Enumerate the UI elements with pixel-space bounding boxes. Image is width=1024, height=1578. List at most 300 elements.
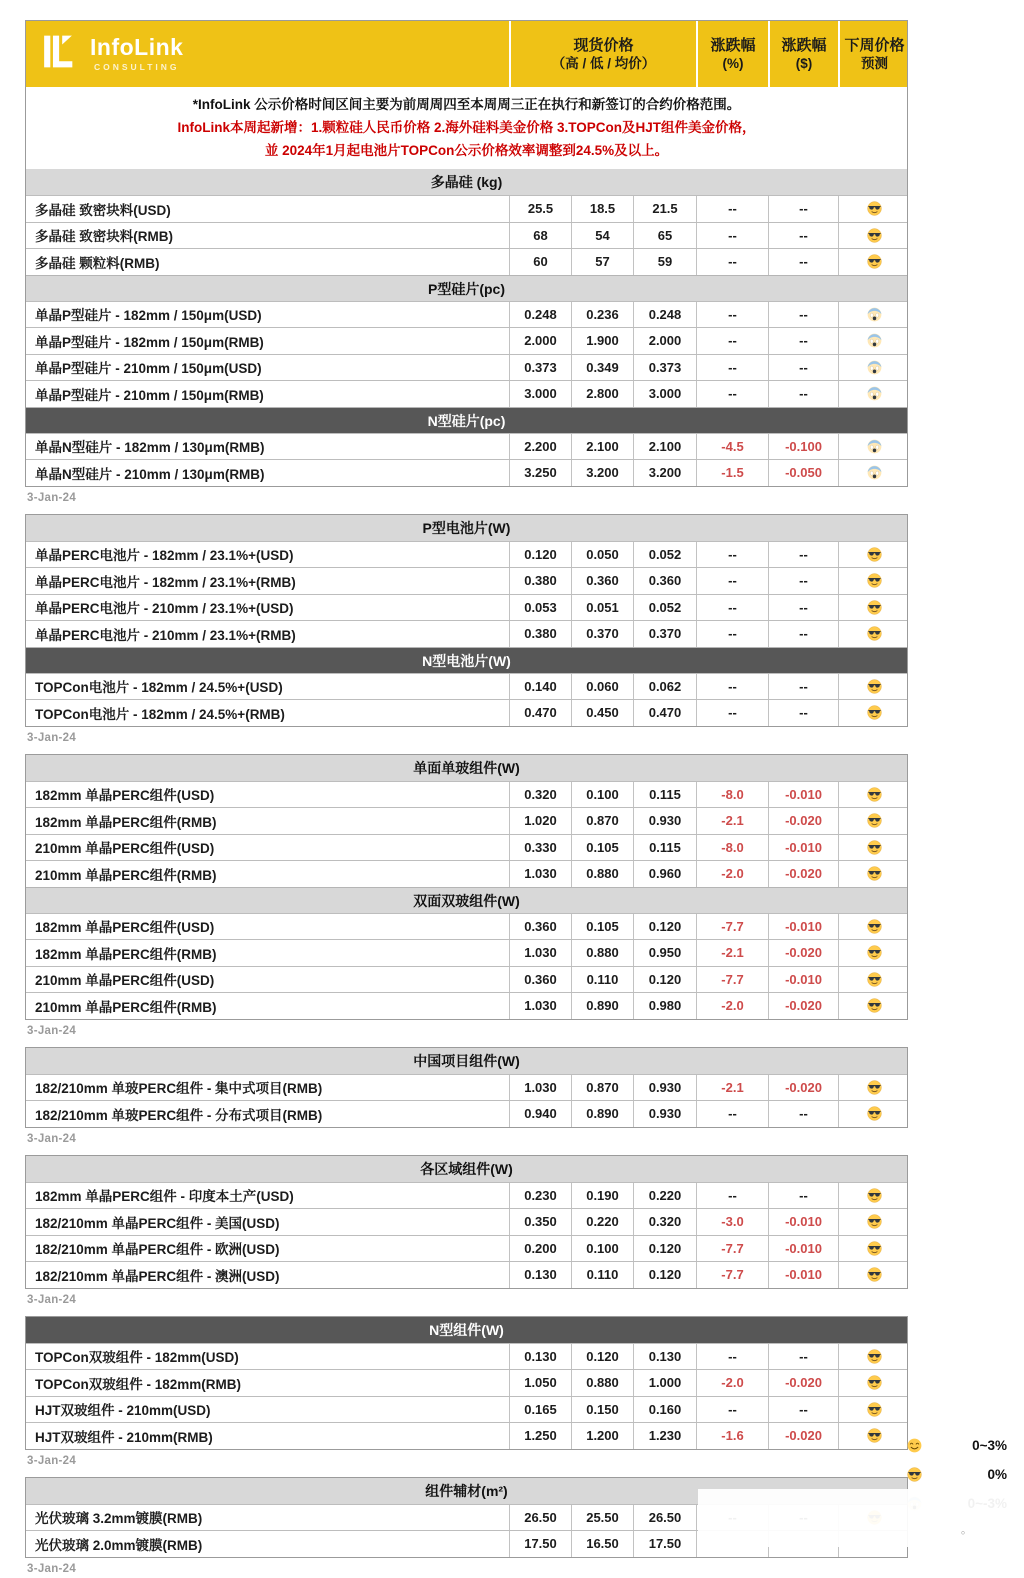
table-row xyxy=(26,354,907,381)
product-name: 单晶P型硅片 - 182mm / 150μm(RMB) xyxy=(35,334,264,350)
price-low: 57 xyxy=(571,249,633,275)
price-avg: 0.360 xyxy=(633,568,696,594)
change-pct: -1.5 xyxy=(696,460,768,486)
table-row xyxy=(26,222,907,249)
table-row xyxy=(26,433,907,460)
price-avg: 0.115 xyxy=(633,835,696,861)
price-avg: 0.052 xyxy=(633,595,696,621)
product-name: HJT双玻组件 - 210mm(RMB) xyxy=(35,1429,213,1445)
change-usd: -0.010 xyxy=(768,1236,838,1262)
sunglasses-face-icon xyxy=(838,861,909,887)
section-header: 单面单玻组件(W) xyxy=(26,755,907,781)
change-usd: -- xyxy=(768,1183,838,1209)
change-usd: -- xyxy=(768,595,838,621)
price-low: 0.370 xyxy=(571,621,633,647)
notes-block xyxy=(26,87,907,169)
sunglasses-face-icon xyxy=(838,621,909,647)
price-high: 0.248 xyxy=(509,302,571,328)
table-row xyxy=(26,834,907,861)
change-usd: -- xyxy=(768,621,838,647)
screaming-face-icon xyxy=(838,302,909,328)
table-row xyxy=(26,195,907,222)
change-usd: -0.100 xyxy=(768,434,838,460)
sunglasses-face-icon xyxy=(838,993,909,1019)
column-header-change-pct: 涨跌幅 (%) xyxy=(696,21,768,87)
price-low: 0.105 xyxy=(571,835,633,861)
change-pct: -7.7 xyxy=(696,1236,768,1262)
screaming-face-icon xyxy=(838,355,909,381)
change-usd: -0.020 xyxy=(768,861,838,887)
price-low: 25.50 xyxy=(571,1505,633,1531)
product-name: 210mm 单晶PERC组件(RMB) xyxy=(35,999,217,1015)
note-line-1: *InfoLink 公示价格时间区间主要为前周周四至本周周三正在执行和新签订的合约价格范围。 xyxy=(192,97,741,112)
price-avg: 0.115 xyxy=(633,782,696,808)
price-high: 0.380 xyxy=(509,568,571,594)
price-avg: 0.930 xyxy=(633,1101,696,1127)
price-table-box xyxy=(25,1316,908,1450)
note-line-3: 並 2024年1月起电池片TOPCon公示价格效率调整到24.5%及以上。 xyxy=(264,143,669,158)
change-usd: -0.010 xyxy=(768,782,838,808)
change-usd: -0.020 xyxy=(768,1423,838,1449)
price-high: 0.053 xyxy=(509,595,571,621)
price-high: 0.360 xyxy=(509,967,571,993)
price-high: 0.940 xyxy=(509,1101,571,1127)
price-low: 0.110 xyxy=(571,967,633,993)
product-name: 210mm 单晶PERC组件(USD) xyxy=(35,973,215,989)
product-name: 182mm 单晶PERC组件(RMB) xyxy=(35,946,217,962)
change-pct: -2.0 xyxy=(696,861,768,887)
price-report xyxy=(25,20,908,1578)
note-line-2: InfoLink本周起新增：1.颗粒硅人民币价格 2.海外硅料美金价格 3.TOPCon及HJT组件美金价格， xyxy=(177,120,756,135)
price-low: 18.5 xyxy=(571,196,633,222)
price-low: 0.050 xyxy=(571,542,633,568)
price-low: 2.100 xyxy=(571,434,633,460)
change-usd: -- xyxy=(768,249,838,275)
product-name: 182mm 单晶PERC组件(USD) xyxy=(35,788,215,804)
price-avg: 0.930 xyxy=(633,808,696,834)
change-usd: -0.020 xyxy=(768,940,838,966)
product-name: HJT双玻组件 - 210mm(USD) xyxy=(35,1403,211,1419)
price-high: 0.320 xyxy=(509,782,571,808)
price-low: 3.200 xyxy=(571,460,633,486)
legend-row xyxy=(903,1460,1015,1489)
price-avg: 0.120 xyxy=(633,1262,696,1288)
product-name: 单晶P型硅片 - 210mm / 150μm(USD) xyxy=(35,361,262,377)
table-row xyxy=(26,1182,907,1209)
change-usd: -- xyxy=(768,196,838,222)
change-usd: -- xyxy=(768,381,838,407)
price-high: 0.380 xyxy=(509,621,571,647)
product-name: 多晶硅 致密块料(RMB) xyxy=(35,229,173,245)
price-avg: 0.220 xyxy=(633,1183,696,1209)
legend-label: 0% xyxy=(987,1467,1007,1482)
sunglasses-face-icon xyxy=(903,1467,925,1482)
product-name: 多晶硅 致密块料(USD) xyxy=(35,202,171,218)
price-low: 0.880 xyxy=(571,861,633,887)
price-high: 26.50 xyxy=(509,1505,571,1531)
section-header: P型硅片(pc) xyxy=(26,275,907,301)
smiling-face-icon xyxy=(903,1438,925,1453)
product-name: 182/210mm 单玻PERC组件 - 集中式项目(RMB) xyxy=(35,1081,323,1097)
change-usd: -0.010 xyxy=(768,1209,838,1235)
price-avg: 0.373 xyxy=(633,355,696,381)
price-avg: 0.960 xyxy=(633,861,696,887)
change-pct: -- xyxy=(696,700,768,726)
table-row xyxy=(26,248,907,275)
change-usd: -- xyxy=(768,1397,838,1423)
price-low: 0.349 xyxy=(571,355,633,381)
price-avg: 1.230 xyxy=(633,1423,696,1449)
sunglasses-face-icon xyxy=(838,1101,909,1127)
change-pct: -- xyxy=(696,674,768,700)
change-usd: -- xyxy=(768,1101,838,1127)
price-avg: 21.5 xyxy=(633,196,696,222)
change-usd: -0.020 xyxy=(768,1370,838,1396)
screaming-face-icon xyxy=(838,434,909,460)
price-avg: 0.320 xyxy=(633,1209,696,1235)
price-low: 0.360 xyxy=(571,568,633,594)
change-usd: -0.010 xyxy=(768,835,838,861)
price-avg: 0.370 xyxy=(633,621,696,647)
table-row xyxy=(26,1074,907,1101)
sunglasses-face-icon xyxy=(838,808,909,834)
table-row xyxy=(26,301,907,328)
price-high: 1.020 xyxy=(509,808,571,834)
sunglasses-face-icon xyxy=(838,595,909,621)
price-avg: 0.160 xyxy=(633,1397,696,1423)
product-name: 单晶PERC电池片 - 182mm / 23.1%+(USD) xyxy=(35,548,294,564)
table-row xyxy=(26,1369,907,1396)
change-pct: -- xyxy=(696,621,768,647)
price-low: 0.150 xyxy=(571,1397,633,1423)
price-avg: 0.120 xyxy=(633,967,696,993)
change-pct: -- xyxy=(696,328,768,354)
change-pct: -- xyxy=(696,355,768,381)
price-avg: 0.930 xyxy=(633,1075,696,1101)
change-pct: -4.5 xyxy=(696,434,768,460)
change-pct: -2.0 xyxy=(696,993,768,1019)
table-row xyxy=(26,1100,907,1127)
price-low: 0.870 xyxy=(571,1075,633,1101)
sunglasses-face-icon xyxy=(838,1262,909,1288)
product-name: 光伏玻璃 3.2mm镀膜(RMB) xyxy=(35,1511,203,1527)
brand-cell xyxy=(26,21,509,87)
table-row xyxy=(26,807,907,834)
sunglasses-face-icon xyxy=(838,940,909,966)
table-row xyxy=(26,781,907,808)
date-label: 3-Jan-24 xyxy=(27,1024,77,1037)
change-pct: -- xyxy=(696,381,768,407)
price-avg: 0.052 xyxy=(633,542,696,568)
product-name: 单晶P型硅片 - 210mm / 150μm(RMB) xyxy=(35,387,264,403)
price-low: 0.120 xyxy=(571,1344,633,1370)
change-usd: -- xyxy=(768,542,838,568)
price-low: 0.890 xyxy=(571,1101,633,1127)
sunglasses-face-icon xyxy=(838,835,909,861)
price-low: 0.060 xyxy=(571,674,633,700)
change-pct: -- xyxy=(696,542,768,568)
change-pct: -- xyxy=(696,249,768,275)
table-row xyxy=(26,1261,907,1288)
change-usd: -0.010 xyxy=(768,914,838,940)
price-low: 0.880 xyxy=(571,940,633,966)
price-low: 54 xyxy=(571,223,633,249)
price-avg: 59 xyxy=(633,249,696,275)
price-high: 2.200 xyxy=(509,434,571,460)
price-low: 1.900 xyxy=(571,328,633,354)
price-avg: 0.980 xyxy=(633,993,696,1019)
sunglasses-face-icon xyxy=(838,700,909,726)
price-avg: 0.062 xyxy=(633,674,696,700)
price-avg: 65 xyxy=(633,223,696,249)
sunglasses-face-icon xyxy=(838,914,909,940)
price-high: 0.200 xyxy=(509,1236,571,1262)
price-avg: 3.200 xyxy=(633,460,696,486)
product-name: TOPCon电池片 - 182mm / 24.5%+(RMB) xyxy=(35,706,285,722)
change-pct: -8.0 xyxy=(696,782,768,808)
price-high: 0.373 xyxy=(509,355,571,381)
price-high: 0.130 xyxy=(509,1262,571,1288)
price-avg: 26.50 xyxy=(633,1505,696,1531)
price-low: 0.880 xyxy=(571,1370,633,1396)
sunglasses-face-icon xyxy=(838,967,909,993)
column-header-change-usd: 涨跌幅 ($) xyxy=(768,21,838,87)
change-usd: -0.020 xyxy=(768,808,838,834)
change-pct: -2.1 xyxy=(696,940,768,966)
price-high: 1.250 xyxy=(509,1423,571,1449)
remaining-blocks xyxy=(25,487,908,1578)
sunglasses-face-icon xyxy=(838,568,909,594)
change-usd: -0.020 xyxy=(768,1075,838,1101)
price-high: 2.000 xyxy=(509,328,571,354)
change-usd: -0.020 xyxy=(768,993,838,1019)
section-header: N型硅片(pc) xyxy=(26,407,907,433)
sunglasses-face-icon xyxy=(838,542,909,568)
price-high: 25.5 xyxy=(509,196,571,222)
table-row xyxy=(26,380,907,407)
table-row xyxy=(26,699,907,726)
price-high: 1.050 xyxy=(509,1370,571,1396)
change-pct: -2.1 xyxy=(696,808,768,834)
change-pct: -- xyxy=(696,223,768,249)
section-header: 多晶硅 (kg) xyxy=(26,169,907,195)
section-header: 双面双玻组件(W) xyxy=(26,887,907,913)
price-low: 0.110 xyxy=(571,1262,633,1288)
watermark-overlay xyxy=(698,1489,1024,1547)
table-row xyxy=(26,1396,907,1423)
date-label: 3-Jan-24 xyxy=(27,1293,77,1306)
report-header xyxy=(26,21,907,87)
product-name: TOPCon双玻组件 - 182mm(RMB) xyxy=(35,1376,242,1392)
change-pct: -1.6 xyxy=(696,1423,768,1449)
change-usd: -- xyxy=(768,328,838,354)
price-avg: 0.120 xyxy=(633,914,696,940)
price-avg: 2.000 xyxy=(633,328,696,354)
change-usd: -- xyxy=(768,302,838,328)
sunglasses-face-icon xyxy=(838,1183,909,1209)
table-row xyxy=(26,1422,907,1449)
table-row xyxy=(26,541,907,568)
table-row xyxy=(26,673,907,700)
price-high: 0.230 xyxy=(509,1183,571,1209)
price-low: 0.051 xyxy=(571,595,633,621)
change-usd: -0.010 xyxy=(768,967,838,993)
brand-subtitle: CONSULTING xyxy=(93,62,180,73)
price-high: 0.120 xyxy=(509,542,571,568)
change-pct: -8.0 xyxy=(696,835,768,861)
column-header-forecast: 下周价格 预测 xyxy=(838,21,909,87)
column-header-spot-price: 现货价格 （高 / 低 / 均价） xyxy=(509,21,696,87)
price-table-box xyxy=(25,1155,908,1289)
change-pct: -- xyxy=(696,1397,768,1423)
price-low: 1.200 xyxy=(571,1423,633,1449)
product-name: 182mm 单晶PERC组件(RMB) xyxy=(35,814,217,830)
change-pct: -- xyxy=(696,1183,768,1209)
screaming-face-icon xyxy=(838,460,909,486)
section-header: N型电池片(W) xyxy=(26,647,907,673)
price-low: 0.450 xyxy=(571,700,633,726)
product-name: 182/210mm 单晶PERC组件 - 美国(USD) xyxy=(35,1215,280,1231)
change-usd: -0.010 xyxy=(768,1262,838,1288)
change-pct: -- xyxy=(696,1344,768,1370)
change-pct: -- xyxy=(696,302,768,328)
price-low: 0.190 xyxy=(571,1183,633,1209)
sunglasses-face-icon xyxy=(838,1370,909,1396)
date-label: 3-Jan-24 xyxy=(27,1562,77,1575)
price-avg: 2.100 xyxy=(633,434,696,460)
table-row xyxy=(26,327,907,354)
price-high: 0.350 xyxy=(509,1209,571,1235)
change-pct: -- xyxy=(696,196,768,222)
section-header: P型电池片(W) xyxy=(26,515,907,541)
product-name: 210mm 单晶PERC组件(USD) xyxy=(35,841,215,857)
change-usd: -- xyxy=(768,223,838,249)
change-pct: -7.7 xyxy=(696,914,768,940)
change-usd: -- xyxy=(768,700,838,726)
change-pct: -7.7 xyxy=(696,1262,768,1288)
price-low: 0.220 xyxy=(571,1209,633,1235)
product-name: 182/210mm 单玻PERC组件 - 分布式项目(RMB) xyxy=(35,1107,323,1123)
price-low: 0.105 xyxy=(571,914,633,940)
first-table-box xyxy=(25,20,908,487)
product-name: TOPCon电池片 - 182mm / 24.5%+(USD) xyxy=(35,680,283,696)
table-row xyxy=(26,939,907,966)
price-avg: 3.000 xyxy=(633,381,696,407)
date-label: 3-Jan-24 xyxy=(27,491,77,504)
price-avg: 0.120 xyxy=(633,1236,696,1262)
product-name: TOPCon双玻组件 - 182mm(USD) xyxy=(35,1350,239,1366)
sunglasses-face-icon xyxy=(838,674,909,700)
price-high: 17.50 xyxy=(509,1531,571,1557)
price-high: 0.140 xyxy=(509,674,571,700)
legend-label: 0~3% xyxy=(972,1438,1007,1453)
product-name: 182mm 单晶PERC组件 - 印度本土产(USD) xyxy=(35,1189,294,1205)
product-name: 182/210mm 单晶PERC组件 - 欧洲(USD) xyxy=(35,1242,280,1258)
table-row xyxy=(26,992,907,1019)
product-name: 182mm 单晶PERC组件(USD) xyxy=(35,920,215,936)
sunglasses-face-icon xyxy=(838,1075,909,1101)
sunglasses-face-icon xyxy=(838,223,909,249)
price-high: 1.030 xyxy=(509,993,571,1019)
sunglasses-face-icon xyxy=(838,1397,909,1423)
change-pct: -- xyxy=(696,595,768,621)
price-high: 3.000 xyxy=(509,381,571,407)
price-low: 0.236 xyxy=(571,302,633,328)
product-name: 单晶N型硅片 - 210mm / 130μm(RMB) xyxy=(35,466,265,482)
section-header: 中国项目组件(W) xyxy=(26,1048,907,1074)
product-name: 多晶硅 颗粒料(RMB) xyxy=(35,255,160,271)
price-table-box xyxy=(25,1047,908,1128)
screaming-face-icon xyxy=(838,381,909,407)
date-label: 3-Jan-24 xyxy=(27,1454,77,1467)
change-usd: -- xyxy=(768,568,838,594)
price-high: 1.030 xyxy=(509,940,571,966)
price-low: 0.100 xyxy=(571,1236,633,1262)
table-row xyxy=(26,1343,907,1370)
sunglasses-face-icon xyxy=(838,782,909,808)
price-low: 0.870 xyxy=(571,808,633,834)
price-high: 1.030 xyxy=(509,861,571,887)
product-name: 210mm 单晶PERC组件(RMB) xyxy=(35,867,217,883)
product-name: 光伏玻璃 2.0mm镀膜(RMB) xyxy=(35,1537,203,1553)
table-row xyxy=(26,913,907,940)
change-pct: -3.0 xyxy=(696,1209,768,1235)
change-usd: -- xyxy=(768,1344,838,1370)
change-pct: -- xyxy=(696,568,768,594)
section-header: N型组件(W) xyxy=(26,1317,907,1343)
price-low: 0.890 xyxy=(571,993,633,1019)
table-row xyxy=(26,1208,907,1235)
date-label: 3-Jan-24 xyxy=(27,1132,77,1145)
price-avg: 0.130 xyxy=(633,1344,696,1370)
price-avg: 0.950 xyxy=(633,940,696,966)
product-name: 单晶N型硅片 - 182mm / 130μm(RMB) xyxy=(35,440,265,456)
sunglasses-face-icon xyxy=(838,1423,909,1449)
price-low: 2.800 xyxy=(571,381,633,407)
price-high: 1.030 xyxy=(509,1075,571,1101)
change-pct: -7.7 xyxy=(696,967,768,993)
table-row xyxy=(26,567,907,594)
price-high: 3.250 xyxy=(509,460,571,486)
table-row xyxy=(26,459,907,486)
price-high: 0.360 xyxy=(509,914,571,940)
price-avg: 17.50 xyxy=(633,1531,696,1557)
change-usd: -- xyxy=(768,355,838,381)
price-high: 0.330 xyxy=(509,835,571,861)
sunglasses-face-icon xyxy=(838,1236,909,1262)
table-row xyxy=(26,594,907,621)
infolink-logo-icon xyxy=(40,33,80,75)
first-sections xyxy=(26,169,907,486)
price-table-box xyxy=(25,754,908,1020)
price-avg: 0.248 xyxy=(633,302,696,328)
product-name: 单晶PERC电池片 - 210mm / 23.1%+(RMB) xyxy=(35,627,296,643)
change-usd: -0.050 xyxy=(768,460,838,486)
change-pct: -2.0 xyxy=(696,1370,768,1396)
price-high: 0.165 xyxy=(509,1397,571,1423)
product-name: 单晶PERC电池片 - 210mm / 23.1%+(USD) xyxy=(35,601,294,617)
price-high: 0.130 xyxy=(509,1344,571,1370)
product-name: 182/210mm 单晶PERC组件 - 澳洲(USD) xyxy=(35,1268,280,1284)
date-label: 3-Jan-24 xyxy=(27,731,77,744)
change-pct: -- xyxy=(696,1101,768,1127)
table-row xyxy=(26,620,907,647)
sunglasses-face-icon xyxy=(838,1344,909,1370)
screaming-face-icon xyxy=(838,328,909,354)
section-header: 各区域组件(W) xyxy=(26,1156,907,1182)
table-row xyxy=(26,1235,907,1262)
product-name: 单晶PERC电池片 - 182mm / 23.1%+(RMB) xyxy=(35,574,296,590)
